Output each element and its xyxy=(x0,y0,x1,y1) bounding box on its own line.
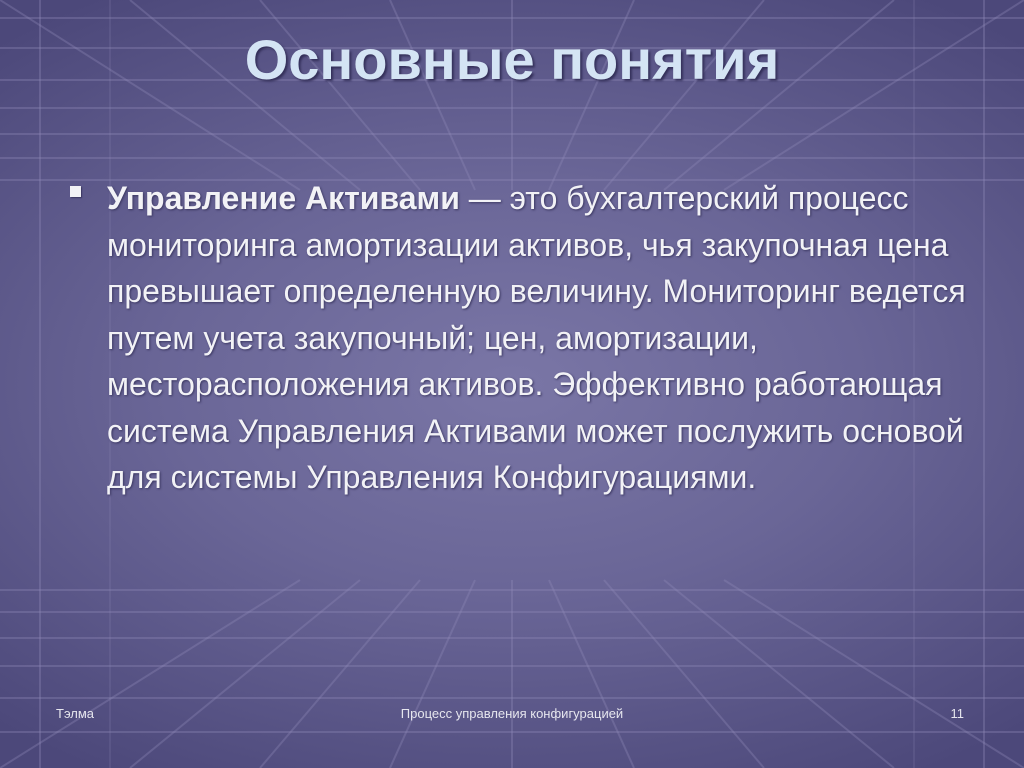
slide-title: Основные понятия xyxy=(244,28,780,91)
bullet-text xyxy=(107,175,987,501)
bullet-description: — это бухгалтерский процесс мониторинга амортизации активов, чья закупочная цена превышает определенную величину. Мониторинг ведется путем учета закупочный; цен, амортизации, месторасположения активов. Эффективно работающая система Управления Активами может послужить основой для системы Управления Конфигурациями. xyxy=(107,180,966,495)
slide-number: 11 xyxy=(950,706,964,721)
bullet-term: Управление Активами xyxy=(107,180,460,216)
footer-subject: Процесс управления конфигурацией xyxy=(400,706,624,721)
square-bullet-icon xyxy=(70,186,81,197)
footer-company: Тэлма xyxy=(56,706,95,721)
